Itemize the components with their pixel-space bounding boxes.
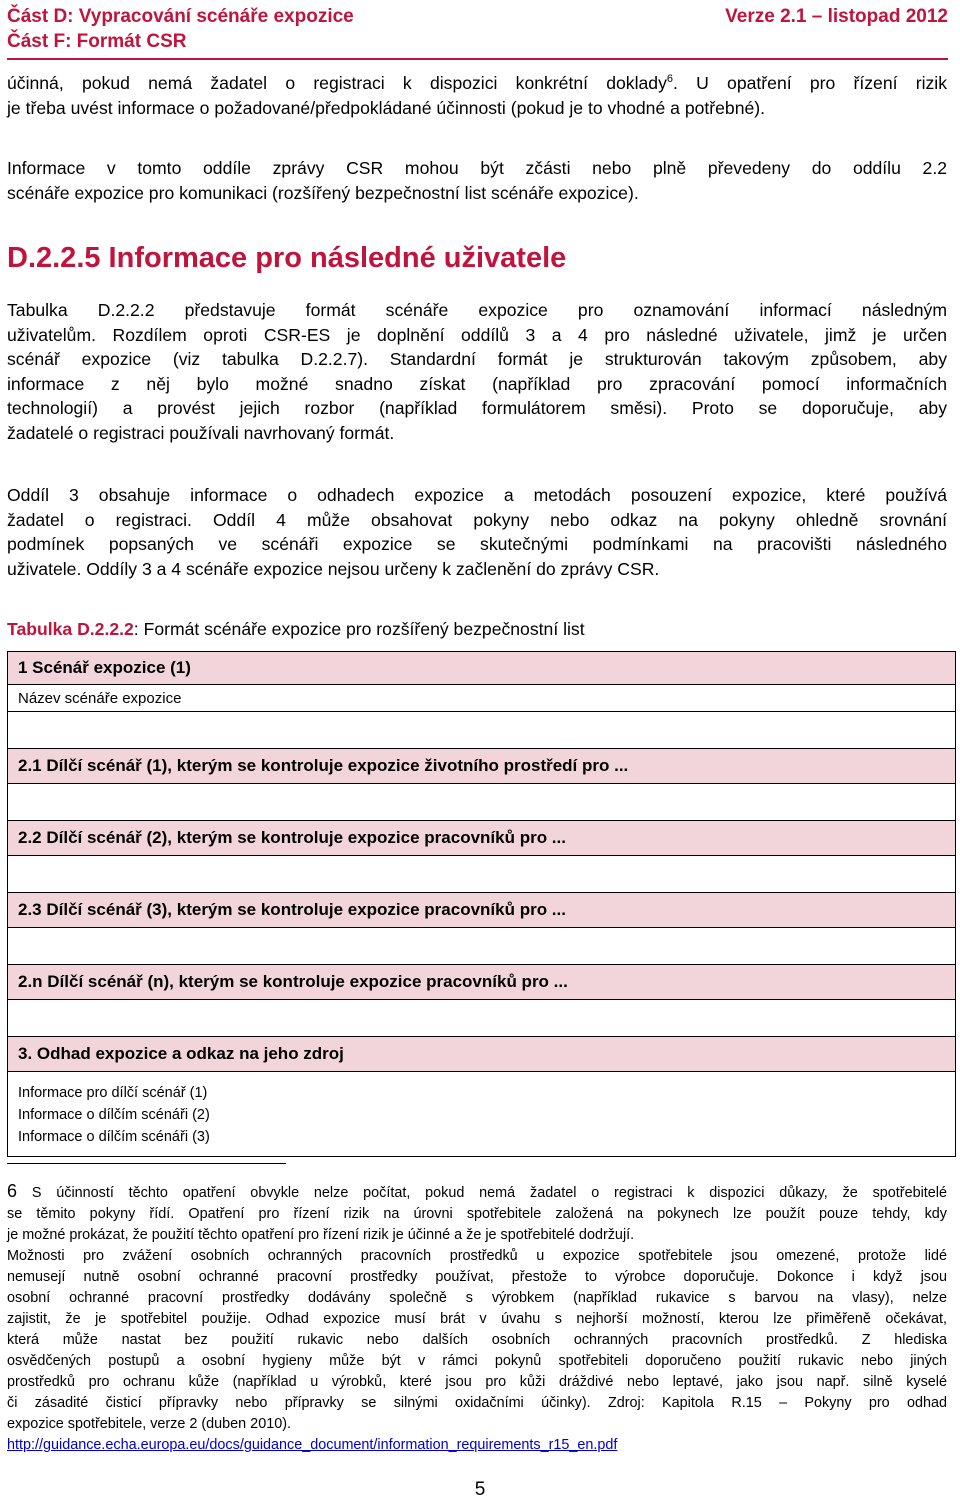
text-line: či zásadité čisticí přípravky nebo přípravky se silnými oxidačními účinky). Zdroj: Kapitola R.15 – Pokyny pro odhad <box>7 1395 947 1411</box>
footnote-ref[interactable]: 6 <box>666 73 674 86</box>
text-line: Tabulka D.2.2.2 představuje formát scénáře expozice pro oznamování informací následným <box>7 300 947 320</box>
table-section-3: 3. Odhad expozice a odkaz na jeho zdroj <box>8 1037 956 1072</box>
text-line: je možné prokázat, že použití těchto opatření pro řízení rizik je účinné a že je spotřebitelé dodržují. <box>7 1227 635 1243</box>
table-section-2-2: 2.2 Dílčí scénář (2), kterým se kontroluje expozice pracovníků pro ... <box>8 821 956 856</box>
text-line: osobní ochranné pracovní prostředky dodávány společně s výrobkem (například rukavice s barvou na vlasy), nelze <box>7 1290 947 1306</box>
text-line: žadatel o registraci. Oddíl 4 může obsahovat pokyny nebo odkaz na pokyny ohledně srovnání <box>7 509 947 530</box>
table-section-1: 1 Scénář expozice (1) <box>8 652 956 685</box>
text-line: zajistit, že je spotřebitel použije. Odhad expozice musí brát v úvahu s nejhorší možností, kterou lze přiměřeně očekávat, <box>7 1311 947 1327</box>
table-cell-empty <box>8 1000 956 1037</box>
running-header <box>7 4 948 54</box>
text-line: Možnosti pro zvážení osobních ochranných pracovních prostředků u expozice spotřebitele jsou omezené, protože lidé <box>7 1248 947 1264</box>
text-line: scénář expozice (viz tabulka D.2.2.7). Standardní formát je strukturován takovým způsobem, aby <box>7 349 947 369</box>
text-line: se těmito pokyny řídí. Opatření pro řízení rizik na úrovni spotřebitele založená na pokynech lze použít pouze tehdy, kdy <box>7 1206 947 1222</box>
footnote-divider <box>7 1163 286 1164</box>
info-item: Informace pro dílčí scénář (1) <box>18 1085 208 1101</box>
text-line: Oddíl 3 obsahuje informace o odhadech expozice a metodách posouzení expozice, které používá <box>7 485 947 505</box>
table-cell-empty <box>8 712 956 749</box>
paragraph-table-intro <box>7 298 947 445</box>
table-caption-label: Tabulka D.2.2.2 <box>7 619 134 639</box>
guidance-link[interactable]: http://guidance.echa.europa.eu/docs/guidance_document/information_requirements_r15_en.pdf <box>7 1437 618 1453</box>
table-section-2-n: 2.n Dílčí scénář (n), kterým se kontroluje expozice pracovníků pro ... <box>8 965 956 1000</box>
text-line: informace z něj bylo možné snadno získat (například pro zpracování pomocí informačních <box>7 373 947 394</box>
text-line: scénáře expozice pro komunikaci (rozšířený bezpečnostní list scénáře expozice). <box>7 182 639 203</box>
table-caption <box>7 617 585 641</box>
paragraph-sections <box>7 483 947 581</box>
paragraph-effectiveness <box>7 71 947 120</box>
table-cell-empty <box>8 928 956 965</box>
page-number: 5 <box>474 1479 486 1500</box>
header-version: Verze 2.1 – listopad 2012 <box>725 6 948 27</box>
info-item: Informace o dílčím scénáři (3) <box>18 1129 210 1145</box>
header-divider <box>7 58 948 60</box>
text-line: 6 S účinností těchto opatření obvykle nelze počítat, pokud nemá žadatel o registraci k dispozici důkazy, že spotřebitelé <box>7 1181 947 1201</box>
text-line: je třeba uvést informace o požadované/předpokládané účinnosti (pokud je to vhodné a potřebné). <box>7 97 766 118</box>
exposure-scenario-table <box>7 651 956 1157</box>
table-cell-scenario-name: Název scénáře expozice <box>8 685 956 712</box>
text-line: osvědčených postupů a osobní hygieny může být v rámci pokynů spotřebiteli doporučeno použití rukavic nebo jiných <box>7 1353 947 1369</box>
footnote-number: 6 <box>7 1181 18 1201</box>
paragraph-transfer <box>7 156 947 205</box>
info-item: Informace o dílčím scénáři (2) <box>18 1107 210 1123</box>
text-line: Informace v tomto oddíle zprávy CSR mohou být zčásti nebo plně převedeny do oddílu 2.2 <box>7 158 947 178</box>
footnote <box>7 1181 947 1456</box>
table-section-2-1: 2.1 Dílčí scénář (1), kterým se kontroluje expozice životního prostředí pro ... <box>8 749 956 784</box>
text-line: expozice spotřebitele, verze 2 (duben 2010). <box>7 1416 291 1432</box>
table-section-2-3: 2.3 Dílčí scénář (3), kterým se kontroluje expozice pracovníků pro ... <box>8 893 956 928</box>
text-line: uživatele. Oddíly 3 a 4 scénáře expozice nejsou určeny k začlenění do zprávy CSR. <box>7 558 660 579</box>
text-line: která může nastat bez použití rukavic nebo dalších osobních ochranných pracovních prostředků. Z hlediska <box>7 1332 947 1348</box>
text-line: žadatelé o registraci používali navrhovaný formát. <box>7 422 395 443</box>
text-line <box>7 1435 947 1456</box>
header-part-f: Část F: Formát CSR <box>7 31 187 52</box>
text-line: uživatelům. Rozdílem oproti CSR-ES je doplnění oddílů 3 a 4 pro následné uživatele, jimž je určen <box>7 324 947 345</box>
text-line: technologií) a provést jejich rozbor (například formulátorem směsi). Proto se doporučuje, aby <box>7 398 947 418</box>
table-cell-info-list <box>8 1072 956 1157</box>
header-part-d: Část D: Vypracování scénáře expozice <box>7 6 354 27</box>
table-cell-empty <box>8 784 956 821</box>
text-line: prostředků pro ochranu kůže (například u výrobků, které jsou pro kůži dráždivé nebo leptavé, jako jsou např. silně kyselé <box>7 1374 947 1390</box>
section-heading: D.2.2.5 Informace pro následné uživatele <box>7 242 567 274</box>
text-line: nemusejí nutně osobní ochranné pracovní prostředky používat, přestože to výrobce doporučuje. Dokonce i když jsou <box>7 1269 947 1285</box>
table-cell-empty <box>8 856 956 893</box>
text-line: účinná, pokud nemá žadatel o registraci k dispozici konkrétní doklady$^6$. U opatření pro řízení rizik <box>7 73 948 93</box>
table-caption-text: : Formát scénáře expozice pro rozšířený bezpečnostní list <box>133 619 585 639</box>
text-line: podmínek popsaných ve scénáři expozice se skutečnými podmínkami na pracovišti následného <box>7 534 947 554</box>
